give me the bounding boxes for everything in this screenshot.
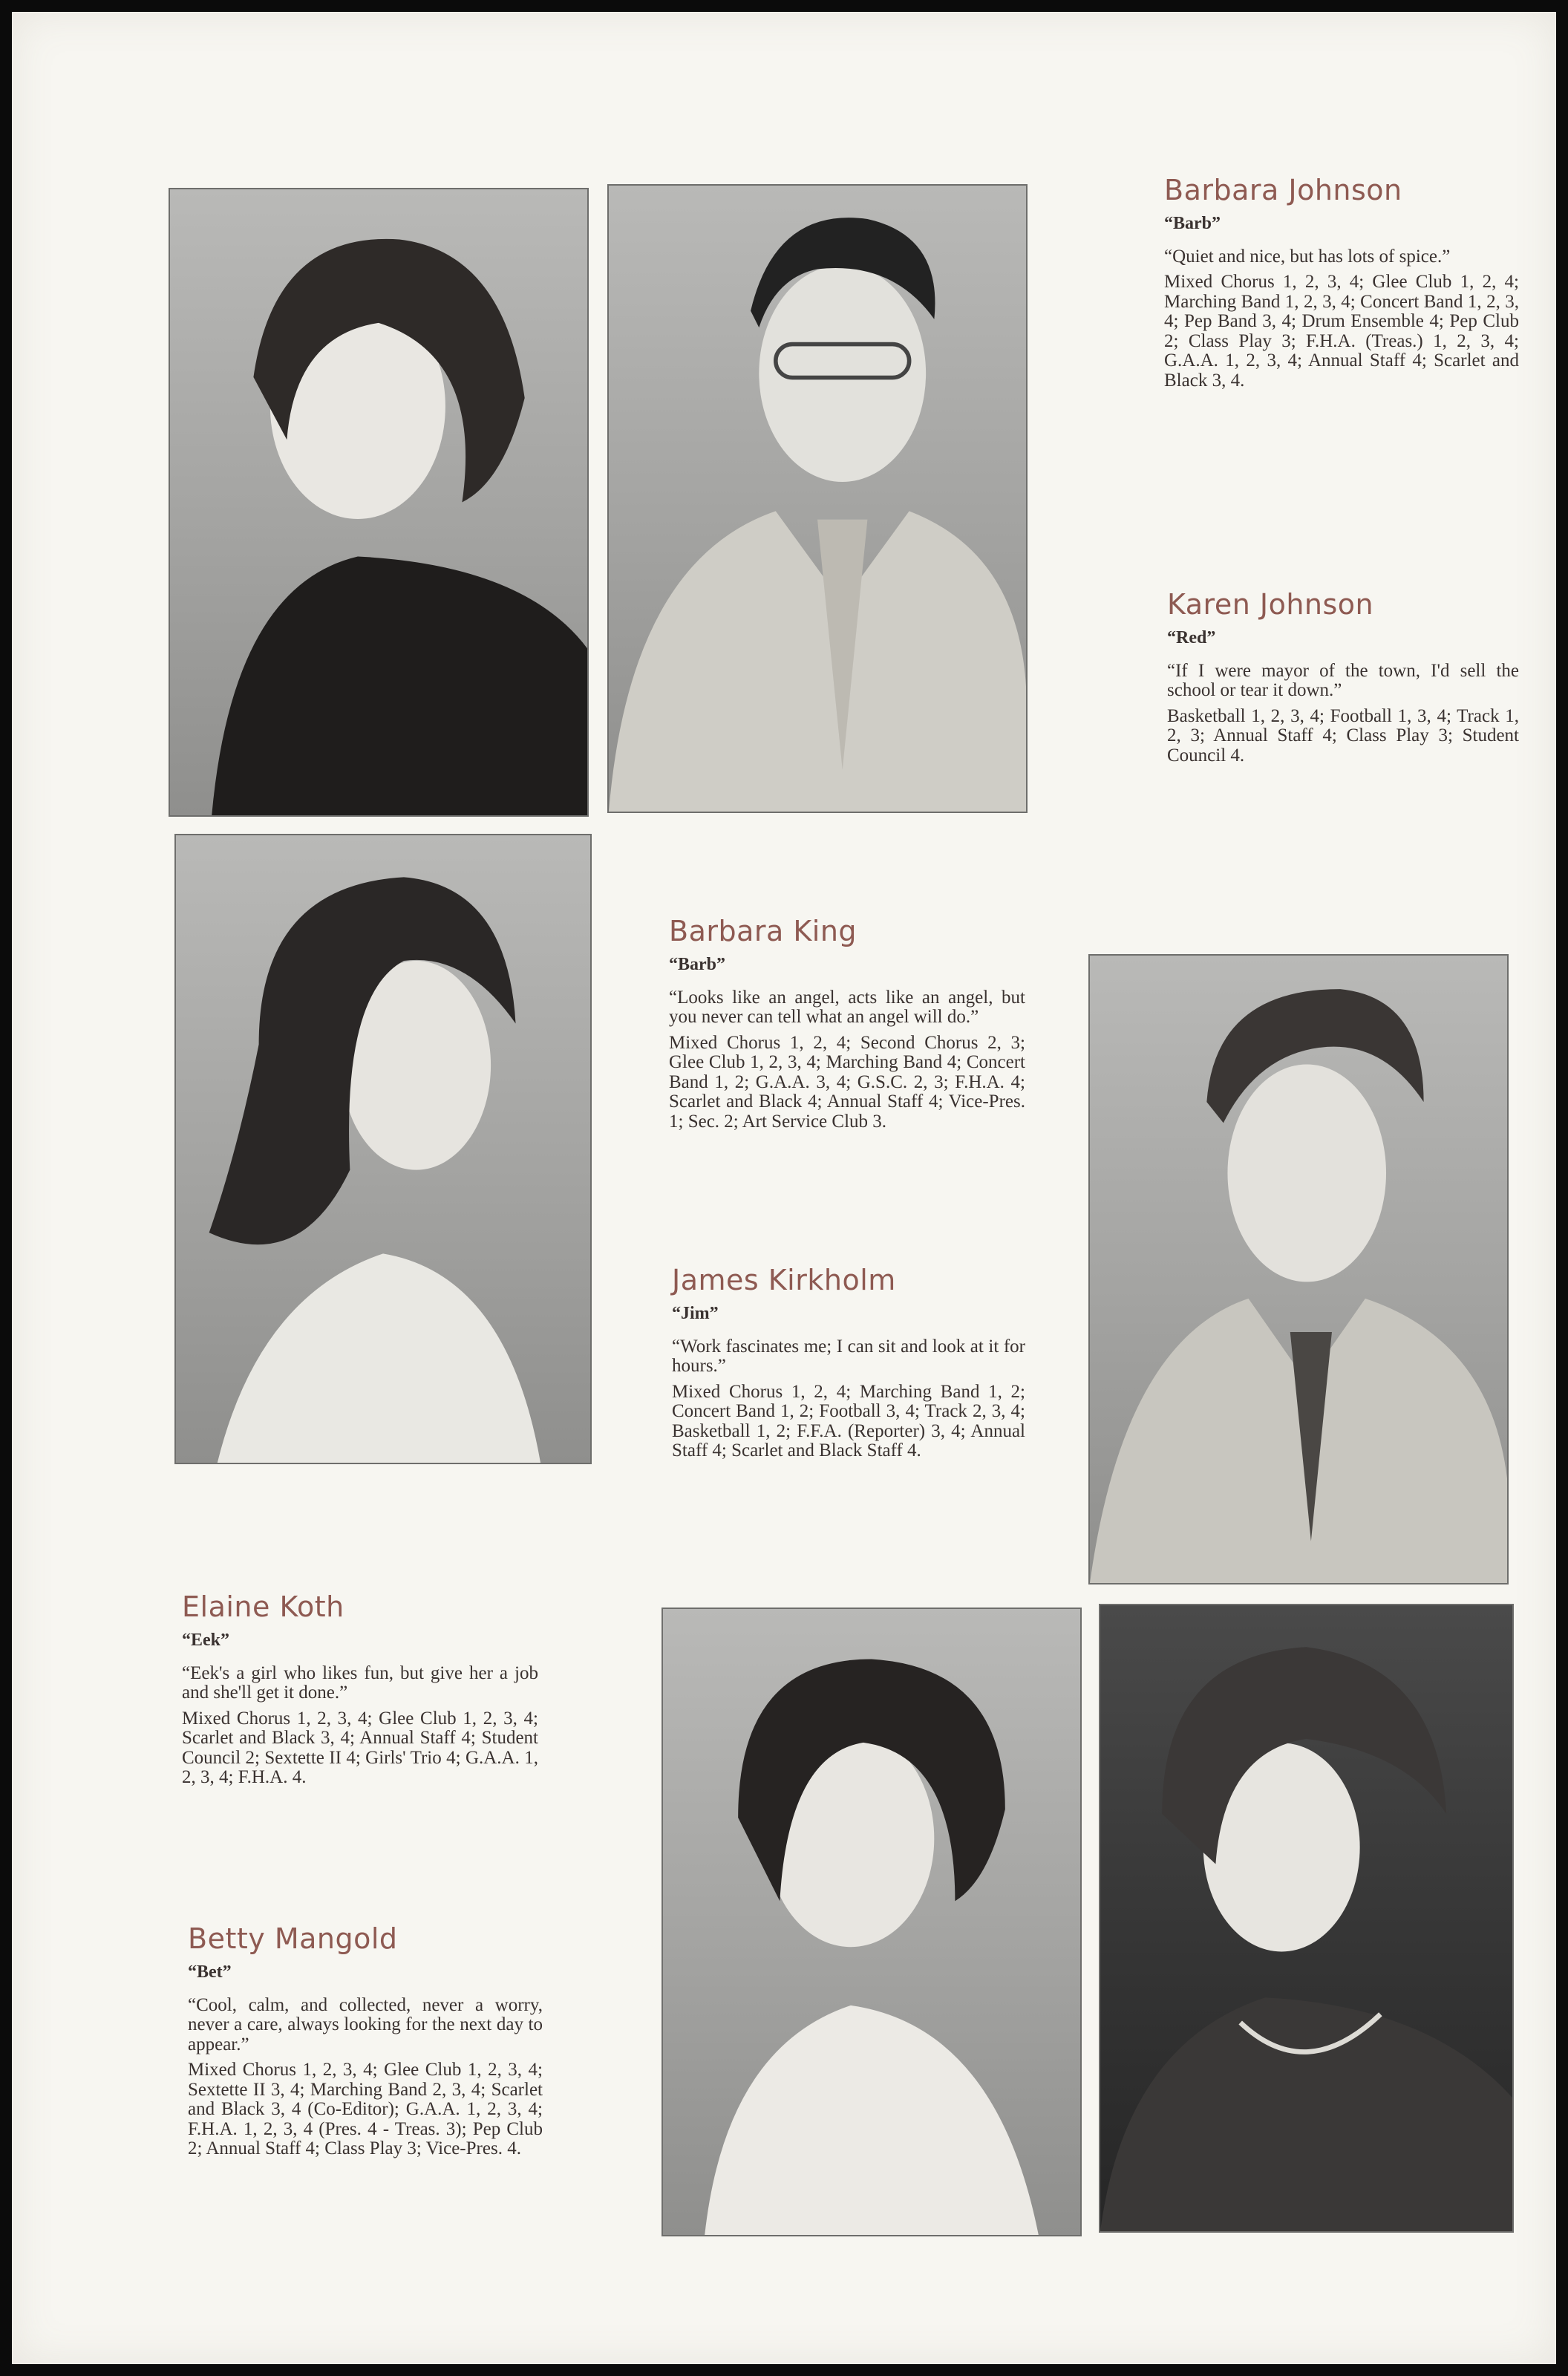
student-nickname: “Eek” (182, 1630, 230, 1650)
student-activities: Mixed Chorus 1, 2, 3, 4; Glee Club 1, 2, 3, 4; Sextette II 3, 4; Marching Band 2, 3, 4; Scarlet and Black 3, 4 (Co-Editor); G.A.A. 1, 2, 3, 4; F.H.A. 1, 2, 3, 4 (Pres. 4 - Treas. 3); Pep Club 2; Annual Staff 4; Class Play 3; Vice-Pres. 4. (188, 2060, 543, 2159)
student-nickname: “Bet” (188, 1962, 232, 1982)
bio-barbara-king (669, 916, 1025, 1138)
bio-elaine-koth (182, 1592, 538, 1794)
student-name: Elaine Koth (182, 1590, 344, 1623)
portrait-photo-james-kirkholm (1088, 954, 1509, 1584)
student-name: Barbara King (669, 915, 858, 947)
portrait-photo-elaine-koth (662, 1608, 1082, 2236)
student-activities: Mixed Chorus 1, 2, 4; Second Chorus 2, 3; Glee Club 1, 2, 3, 4; Marching Band 4; Concert Band 1, 2; G.A.A. 3, 4; G.S.C. 2, 3; F.H.A. 4; Scarlet and Black 4; Annual Staff 4; Vice-Pres. 1; Sec. 2; Art Service Club 3. (669, 1032, 1025, 1132)
student-nickname: “Red” (1167, 627, 1216, 647)
student-nickname: “Barb” (669, 954, 726, 974)
student-name: James Kirkholm (672, 1264, 896, 1296)
student-activities: Basketball 1, 2, 3, 4; Football 1, 3, 4; Track 1, 2, 3; Annual Staff 4; Class Play 3; Student Council 4. (1167, 705, 1519, 766)
student-activities: Mixed Chorus 1, 2, 3, 4; Glee Club 1, 2, 4; Marching Band 1, 2, 3, 4; Concert Band 1, 2, 3, 4; Pep Band 3, 4; Drum Ensemble 4; Pep Club 2; Class Play 3; F.H.A. (Treas.) 1, 2, 3, 4; G.A.A. 1, 2, 3, 4; Annual Staff 4; Scarlet and Black 3, 4. (1164, 272, 1519, 391)
student-quote: “Eek's a girl who likes fun, but give her a job and she'll get it done.” (182, 1662, 538, 1703)
portrait-photo-betty-mangold (1099, 1604, 1514, 2233)
bio-betty-mangold (188, 1924, 543, 2165)
student-quote: “Cool, calm, and collected, never a worry, never a care, always looking for the next day to appear.” (188, 1994, 543, 2054)
student-nickname: “Jim” (672, 1303, 719, 1323)
student-name: Karen Johnson (1167, 588, 1374, 621)
bio-barbara-johnson (1164, 175, 1519, 396)
bio-karen-johnson (1167, 590, 1519, 771)
portrait-photo-barbara-johnson (169, 188, 589, 817)
student-name: Betty Mangold (188, 1922, 398, 1955)
student-name: Barbara Johnson (1164, 174, 1402, 206)
student-activities: Mixed Chorus 1, 2, 3, 4; Glee Club 1, 2, 3, 4; Scarlet and Black 3, 4; Annual Staff 4; Student Council 2; Sextette II 4; Girls' Trio 4; G.A.A. 1, 2, 3, 4; F.H.A. 4. (182, 1708, 538, 1788)
bio-james-kirkholm (672, 1265, 1025, 1467)
student-quote: “If I were mayor of the town, I'd sell the school or tear it down.” (1167, 660, 1519, 701)
student-quote: “Quiet and nice, but has lots of spice.” (1164, 246, 1451, 267)
student-quote: “Looks like an angel, acts like an angel, but you never can tell what an angel will do.” (669, 987, 1025, 1028)
portrait-photo-karen-johnson (607, 184, 1028, 813)
student-quote: “Work fascinates me; I can sit and look at it for hours.” (672, 1336, 1025, 1377)
portrait-photo-barbara-king (174, 834, 592, 1464)
student-activities: Mixed Chorus 1, 2, 4; Marching Band 1, 2; Concert Band 1, 2; Football 3, 4; Track 2, 3, 4; Basketball 1, 2; F.F.A. (Reporter) 3, 4; Annual Staff 4; Scarlet and Black Staff 4. (672, 1381, 1025, 1461)
yearbook-page (12, 12, 1556, 2364)
student-nickname: “Barb” (1164, 213, 1221, 233)
